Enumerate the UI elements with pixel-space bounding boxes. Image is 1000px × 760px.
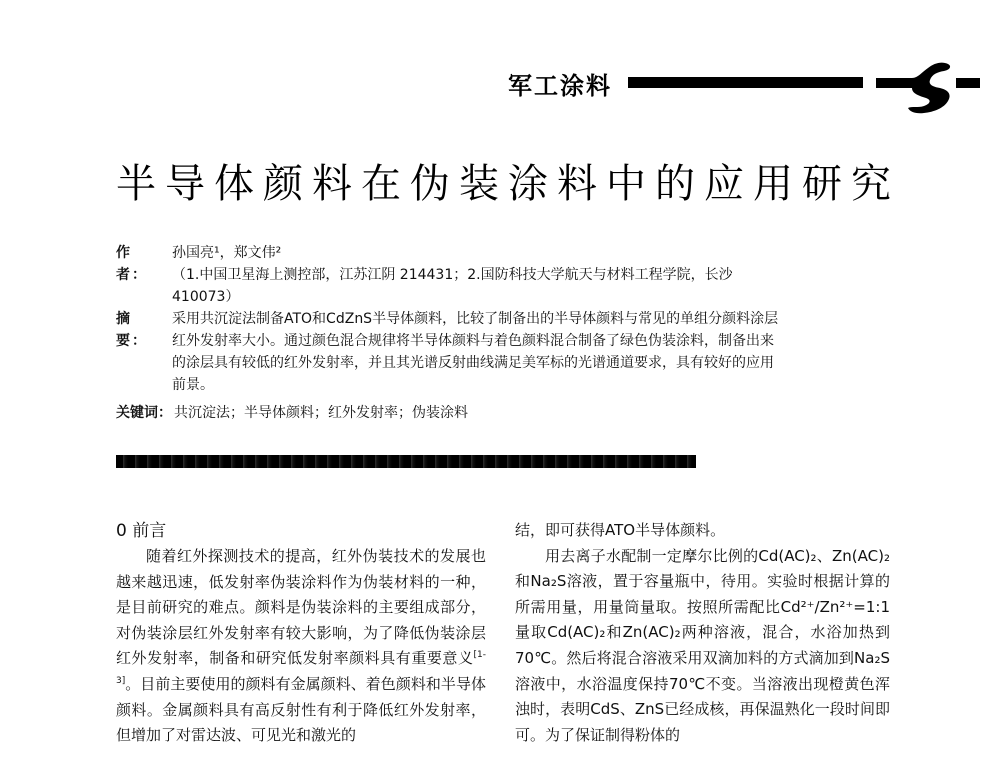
abstract-label: 摘 要： bbox=[116, 311, 148, 349]
author-names: 孙国亮¹，郑文伟² bbox=[172, 245, 282, 261]
right-column bbox=[515, 518, 890, 748]
section-label: 军工涂料 bbox=[508, 72, 612, 100]
keywords-label: 关键词： bbox=[116, 405, 172, 421]
authors-label: 作 者： bbox=[116, 245, 148, 283]
intro-text-part2: 。目前主要使用的颜料有金属颜料、着色颜料和半导体颜料。金属颜料具有高反射性有利于降低红外发射率，但增加了对雷达波、可见光和激光的 bbox=[116, 674, 486, 745]
header-bar bbox=[628, 77, 863, 88]
method-paragraph: 用去离子水配制一定摩尔比例的Cd(AC)₂、Zn(AC)₂和Na₂S溶液，置于容量瓶中，待用。实验时根据计算的所需用量，用量筒量取。按照所需配比Cd²⁺/Zn²⁺=1:1量取Cd(AC)₂和Zn(AC)₂两种溶液，混合，水浴加热到70℃。然后将混合溶液采用双滴加料的方式滴加到Na₂S溶液中，水浴温度保持70℃不变。当溶液出现橙黄色浑浊时，表明CdS、ZnS已经成核，再保温熟化一段时间即可。为了保证制得粉体的 bbox=[515, 546, 890, 744]
left-column bbox=[116, 518, 486, 749]
intro-paragraph bbox=[116, 544, 486, 749]
divider-bar bbox=[116, 455, 696, 468]
section-heading: 0 前言 bbox=[116, 521, 167, 541]
abstract-text: 采用共沉淀法制备ATO和CdZnS半导体颜料，比较了制备出的半导体颜料与常见的单组分颜料涂层红外发射率大小。通过颜色混合规律将半导体颜料与着色颜料混合制备了绿色伪装涂料，制备出来的涂层具有较低的红外发射率，并且其光谱反射曲线满足美军标的光谱通道要求，具有较好的应用前景。 bbox=[172, 311, 779, 393]
paper-title: 半导体颜料在伪装涂料中的应用研究 bbox=[116, 161, 900, 207]
intro-text-part1: 随着红外探测技术的提高，红外伪装技术的发展也越来越迅速，低发射率伪装涂料作为伪装材料的一种，是目前研究的难点。颜料是伪装涂料的主要组成部分，对伪装涂层红外发射率有较大影响，为了降低伪装涂层红外发射率，制备和研究低发射率颜料具有重要意义 bbox=[116, 547, 486, 668]
author-affiliation: （1.中国卫星海上测控部，江苏江阴 214431；2.国防科技大学航天与材料工程学院，长沙 410073） bbox=[172, 267, 733, 305]
keywords-text: 共沉淀法；半导体颜料；红外发射率；伪装涂料 bbox=[174, 405, 468, 421]
continuation-line: 结，即可获得ATO半导体颜料。 bbox=[515, 521, 726, 539]
s-swoosh-logo-icon bbox=[868, 56, 980, 116]
journal-header bbox=[480, 56, 1000, 126]
citation-ref: [1-3] bbox=[116, 650, 486, 686]
